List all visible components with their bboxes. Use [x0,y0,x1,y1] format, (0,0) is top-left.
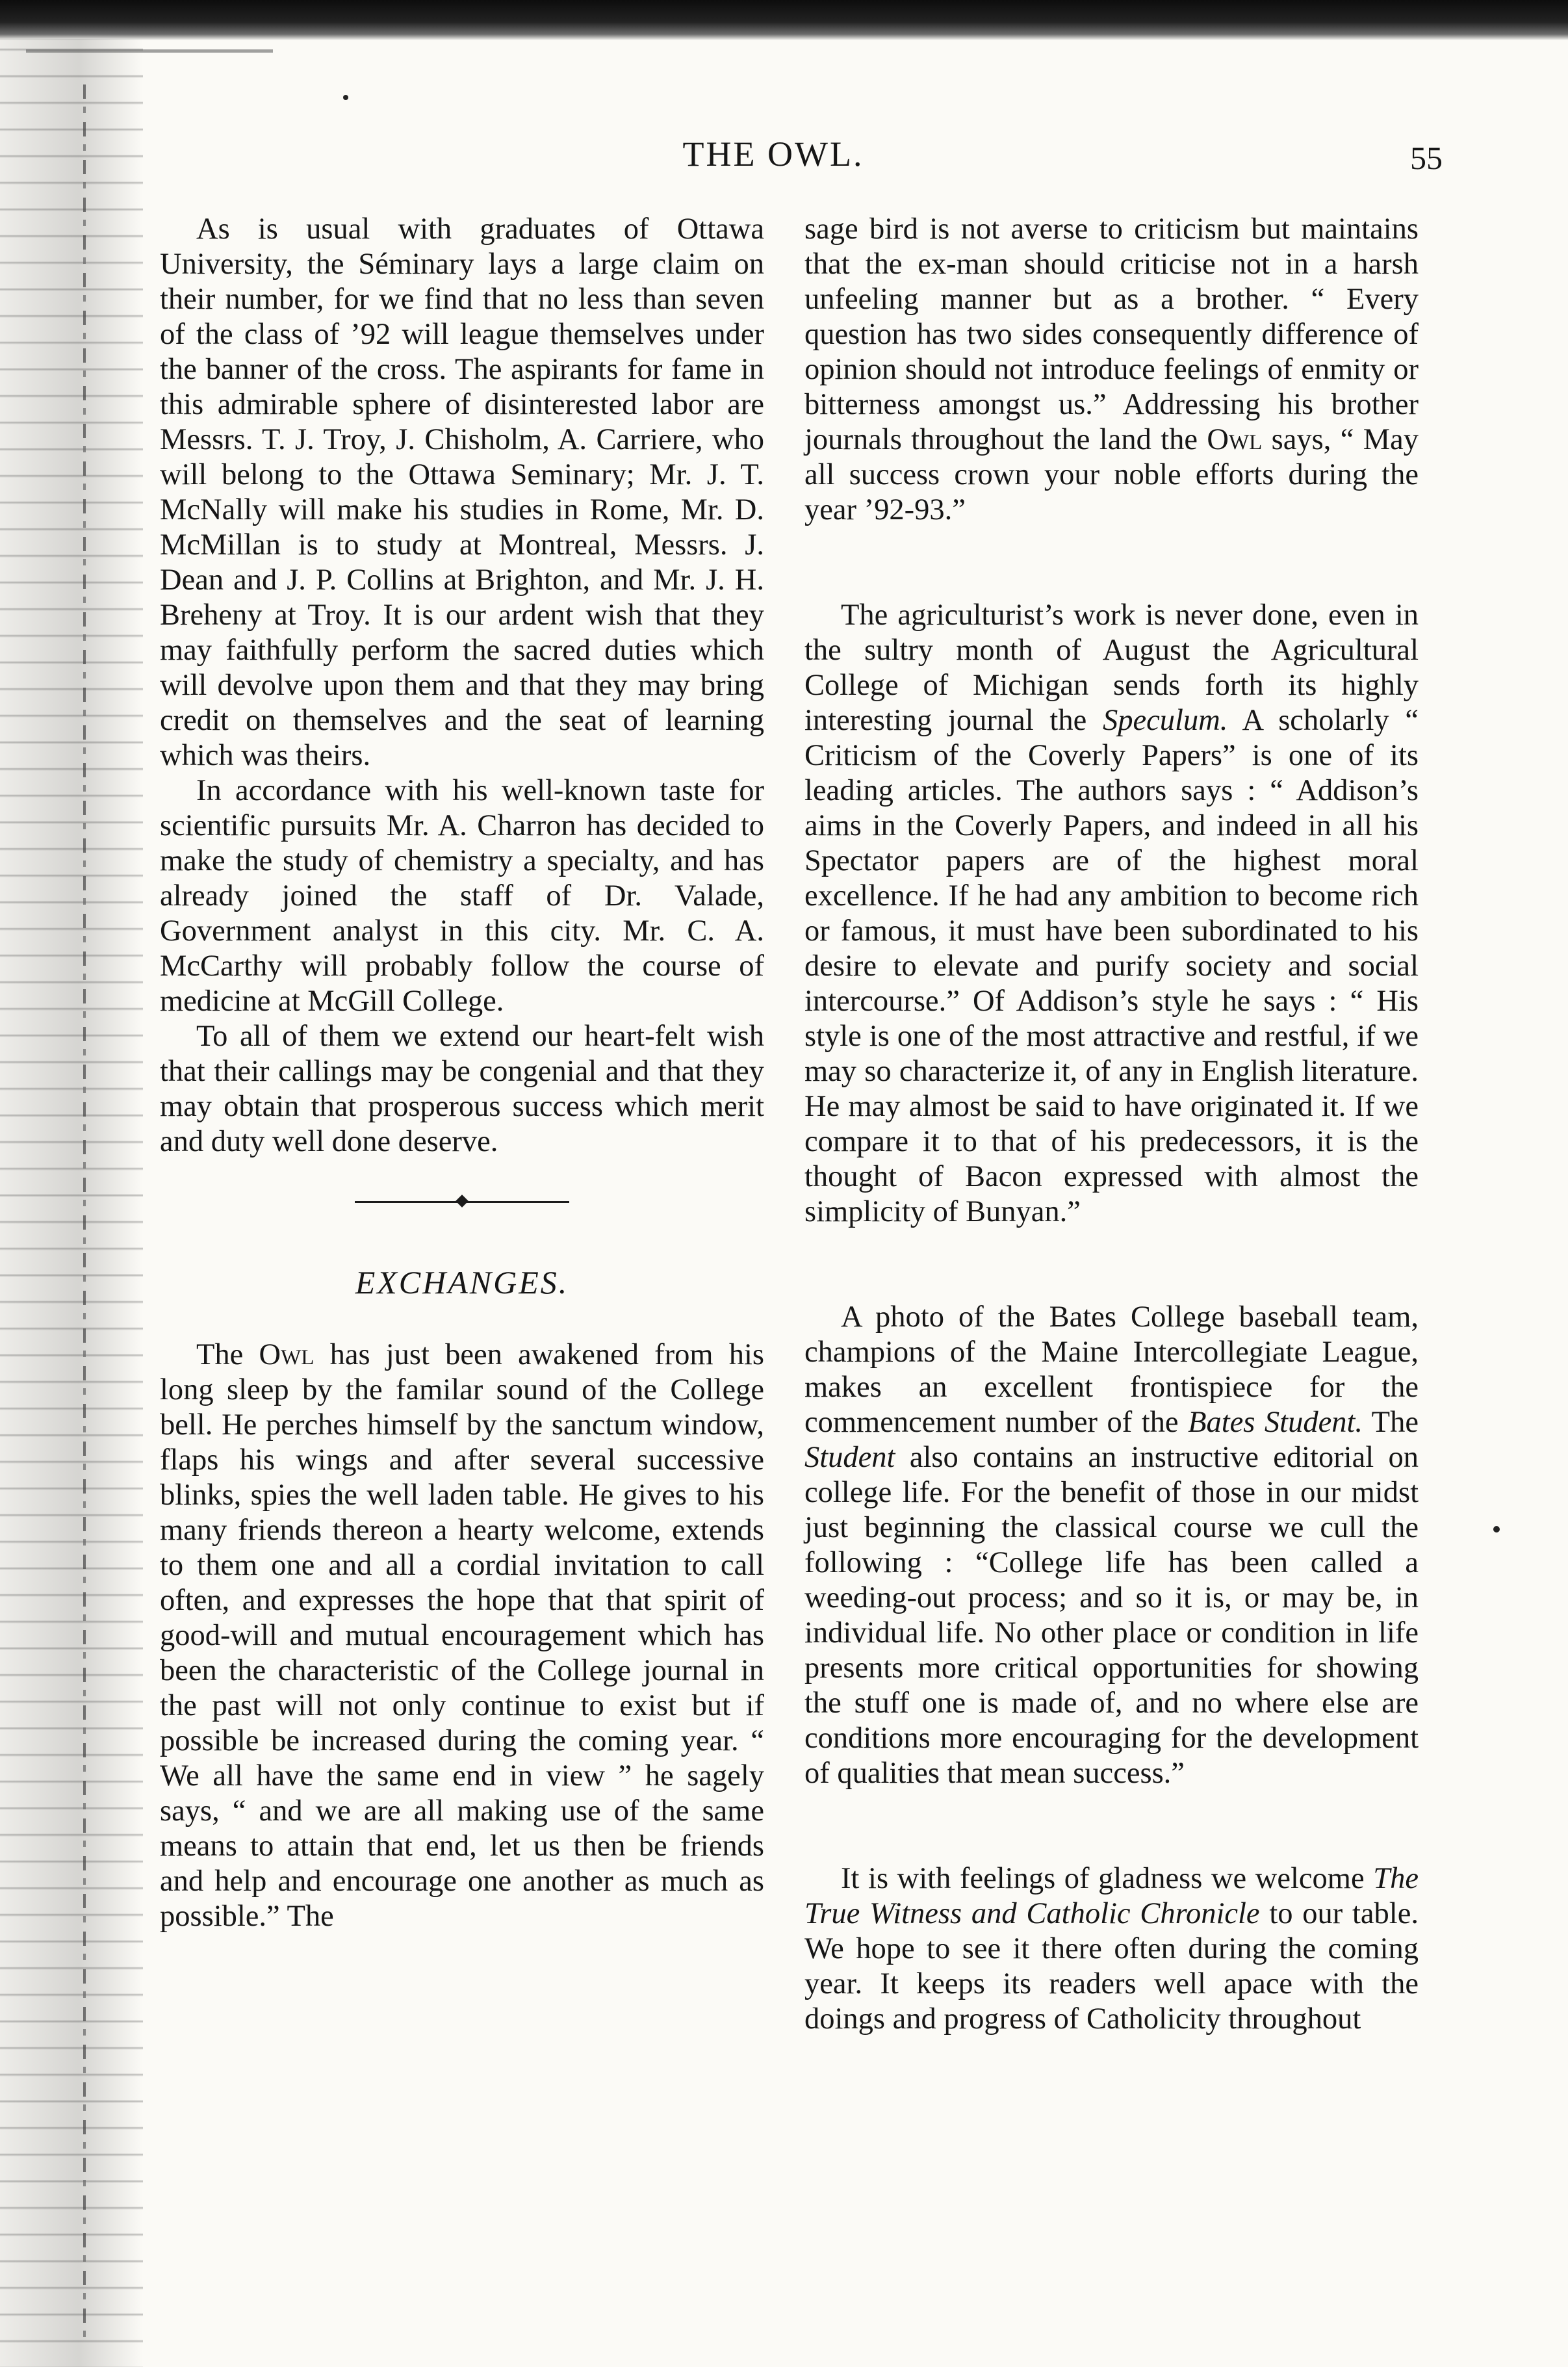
page-number: 55 [1410,140,1443,176]
section-divider [160,1176,764,1228]
scan-binding-stitch [83,84,86,2346]
journal-title-speculum: Speculum. [1102,704,1228,737]
paragraph-seminary-graduates: As is usual with graduates of Ottawa University, the Séminary lays a large claim on their number, for we find that no less than seven of the class of ’92 will league themselves under the banner of the cross. The aspirants for fame in this admirable sphere of disinterested labor are Messrs. T. J. Troy, J. Chisholm, A. Carriere, who will belong to the Ottawa Seminary; Mr. J. T. McNally will make his studies in Rome, Mr. D. McMillan is to study at Montreal, Messrs. J. Dean and J. P. Collins at Brighton, and Mr. J. H. Breheny at Troy. It is our ardent wish that they may faithfully perform the sacred duties which will devolve upon them and that they may bring credit on themselves and the seat of learning which was theirs. [160,213,764,772]
scan-speck [1493,1526,1500,1533]
paragraph-owl-awakened: The Owl has just been awakened from his long sleep by the familar sound of the College bell. He perches himself by the sanctum window, flaps his wings and after several successive blinks, spies the well laden table. He gives to his many friends thereon a hearty welcome, extends to them one and all a cordial invitation to call often, and expresses the hope that that spirit of good-will and mutual encouragement which has been the characteristic of the College journal in the past will not only continue to exist but if possible be increased during the coming year. “ We all have the same end in view ” he sagely says, “ and we are all making use of the same means to attain that end, let us then be friends and help and encourage one another as much as possible.” The [160,1338,764,1933]
divider-ornament [456,1195,469,1208]
page-header [0,134,1568,186]
paragraph-spacer [804,1791,1419,1861]
paragraph-spacer [804,1230,1419,1300]
owl-smallcaps: Owl [259,1338,315,1371]
section-heading-exchanges: EXCHANGES. [355,1264,569,1300]
owl-smallcaps: Owl [1207,423,1263,456]
paragraph-farewell-wish: To all of them we extend our heart-felt wish that their callings may be congenial and that they may obtain that prosperous success which merit and duty well done deserve. [160,1020,764,1158]
paragraph-bates-student: A photo of the Bates College baseball team, champions of the Maine Intercollegiate League, makes an excellent frontispiece for the commencement number of the Bates Student. The Student also contains an instructive editorial on college life. For the benefit of those in our midst just beginning the classical course we cull the following : “College life has been called a weeding-out process; and so it is, or may be, in individual life. No other place or condition in life presents more critical opportunities for showing the stuff one is made of, and no where else are conditions more encouraging for the development of qualities that mean success.” [804,1300,1419,1790]
scan-binding-shadow [0,39,143,2367]
left-column [160,212,764,1934]
paragraph-owl-criticism: sage bird is not averse to criticism but maintains that the ex-man should criticise not in a harsh unfeeling manner but as a brother. “ Every question has two sides consequently difference of opinion should not introduce feelings of enmity or bitterness amongst us.” Addressing his brother journals throughout the land the Owl says, “ May all success crown your noble efforts during the year ’92-93.” [804,213,1419,526]
journal-title-student: Student [804,1441,895,1474]
paragraph-true-witness: It is with feelings of gladness we welcome The True Witness and Catholic Chronicle to our table. We hope to see it there often during the coming year. It keeps its readers well apace with the doings and progress of Catholicity throughout [804,1862,1419,2036]
paragraph-spacer [804,528,1419,598]
right-column [804,212,1419,2037]
journal-title-bates-student: Bates Student. [1188,1406,1363,1439]
paragraph-charron-chemistry: In accordance with his well-known taste for scientific pursuits Mr. A. Charron has decided to make the study of chemistry a specialty, and has already joined the staff of Dr. Valade, Government analyst in this city. Mr. C. A. McCarthy will probably follow the course of medicine at McGill College. [160,774,764,1018]
journal-title-true-witness: The True Witness and Catholic Chronicle [804,1862,1419,1930]
running-title: THE OWL. [682,135,864,174]
paragraph-speculum: The agriculturist’s work is never done, even in the sultry month of August the Agricultural College of Michigan sends forth its highly interesting journal the Speculum. A scholarly “ Criticism of the Coverly Papers” is one of its leading articles. The authors says : “ Addison’s aims in the Coverly Papers, and indeed in all his Spectator papers are of the highest moral excellence. If he had any ambition to become rich or famous, it must have been subordinated to his desire to elevate and purify society and social intercourse.” Of Addison’s style he says : “ His style is one of the most attractive and restful, if we may so characterize it, of any in English literature. He may almost be said to have originated it. If we compare it to that of his predecessors, it is the thought of Bacon expressed with almost the simplicity of Bunyan.” [804,599,1419,1228]
scan-speck [343,95,348,100]
scan-top-edge [0,0,1568,40]
